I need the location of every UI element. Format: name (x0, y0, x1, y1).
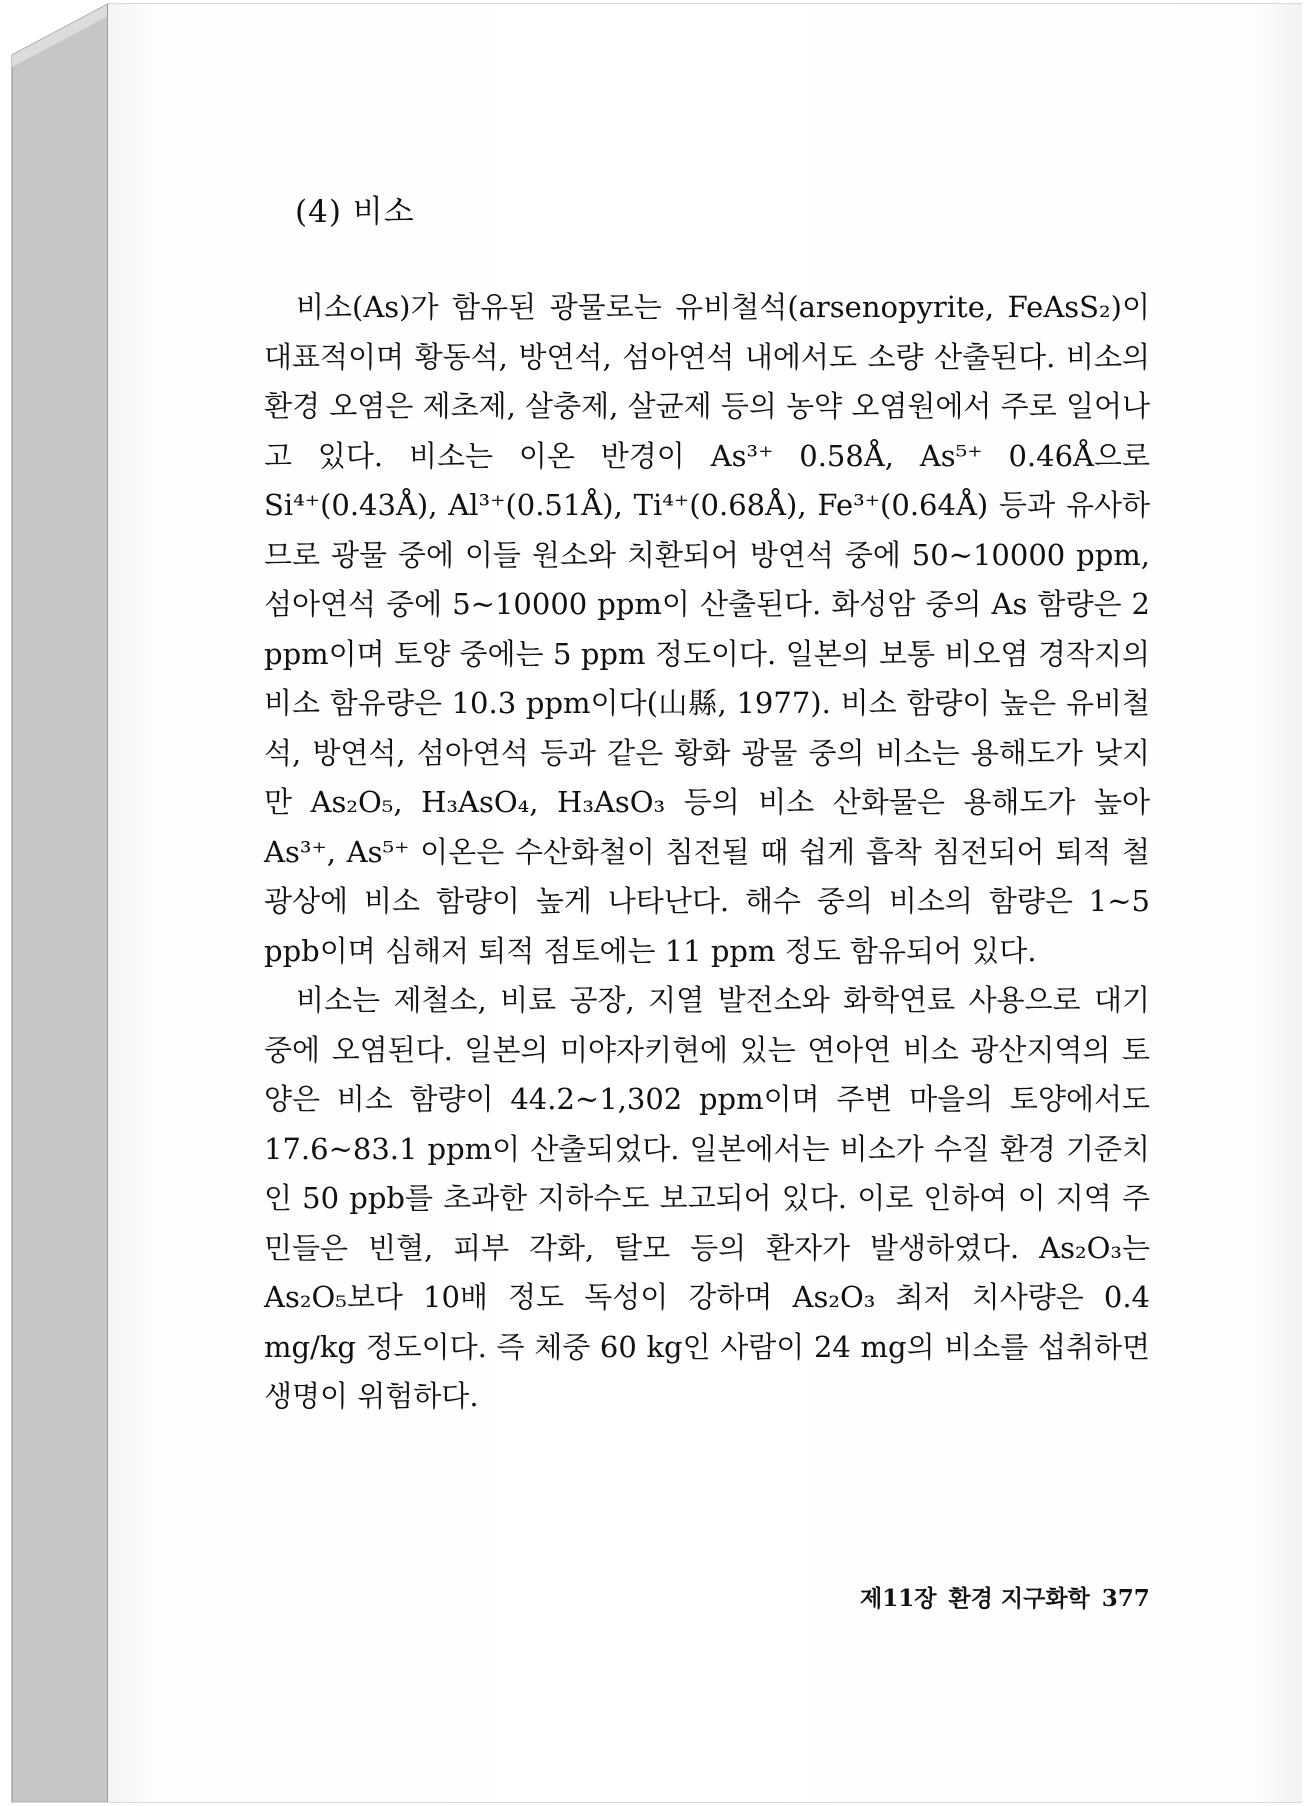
paragraph-arsenic-pollution: 비소는 제철소, 비료 공장, 지열 발전소와 화학연료 사용으로 대기 중에 오염된다. 일본의 미야자키현에 있는 연아연 비소 광산지역의 토양은 비소 함량이 44.2~1,302 ppm이며 주변 마을의 토양에서도 17.6~83.1 ppm이 산출되었다. 일본에서는 비소가 수질 환경 기준치인 50 ppb를 초과한 지하수도 보고되어 있다. 이로 인하여 이 지역 주민들은 빈혈, 피부 각화, 탈모 등의 환자가 발생하였다. As₂O₃는 As₂O₅보다 10배 정도 독성이 강하며 As₂O₃ 최저 치사량은 0.4 mg/kg 정도이다. 즉 체중 60 kg인 사람이 24 mg의 비소를 섭취하면 생명이 위험하다. (264, 983, 1150, 1413)
section-heading: (4) 비소 (295, 194, 415, 230)
footer-chapter: 제11장 (860, 1585, 937, 1612)
footer-subject: 환경 지구화학 (948, 1585, 1090, 1612)
page-footer (860, 1580, 1150, 1613)
page-number: 377 (1101, 1585, 1150, 1612)
body-text (264, 283, 1150, 1422)
paragraph-arsenic-minerals: 비소(As)가 함유된 광물로는 유비철석(arsenopyrite, FeAsS₂)이 대표적이며 황동석, 방연석, 섬아연석 내에서도 소량 산출된다. 비소의 환경 오염은 제초제, 살충제, 살균제 등의 농약 오염원에서 주로 일어나고 있다. 비소는 이온 반경이 As³⁺ 0.58Å, As⁵⁺ 0.46Å으로 Si⁴⁺(0.43Å), Al³⁺(0.51Å), Ti⁴⁺(0.68Å), Fe³⁺(0.64Å) 등과 유사하므로 광물 중에 이들 원소와 치환되어 방연석 중에 50~10000 ppm, 섬아연석 중에 5~10000 ppm이 산출된다. 화성암 중의 As 함량은 2 ppm이며 토양 중에는 5 ppm 정도이다. 일본의 보통 비오염 경작지의 비소 함유량은 10.3 ppm이다(山縣, 1977). 비소 함량이 높은 유비철석, 방연석, 섬아연석 등과 같은 황화 광물 중의 비소는 용해도가 낮지만 As₂O₅, H₃AsO₄, H₃AsO₃ 등의 비소 산화물은 용해도가 높아 As³⁺, As⁵⁺ 이온은 수산화철이 침전될 때 쉽게 흡착 침전되어 퇴적 철 광상에 비소 함량이 높게 나타난다. 해수 중의 비소의 함량은 1~5 ppb이며 심해저 퇴적 점토에는 11 ppm 정도 함유되어 있다. (264, 290, 1150, 968)
